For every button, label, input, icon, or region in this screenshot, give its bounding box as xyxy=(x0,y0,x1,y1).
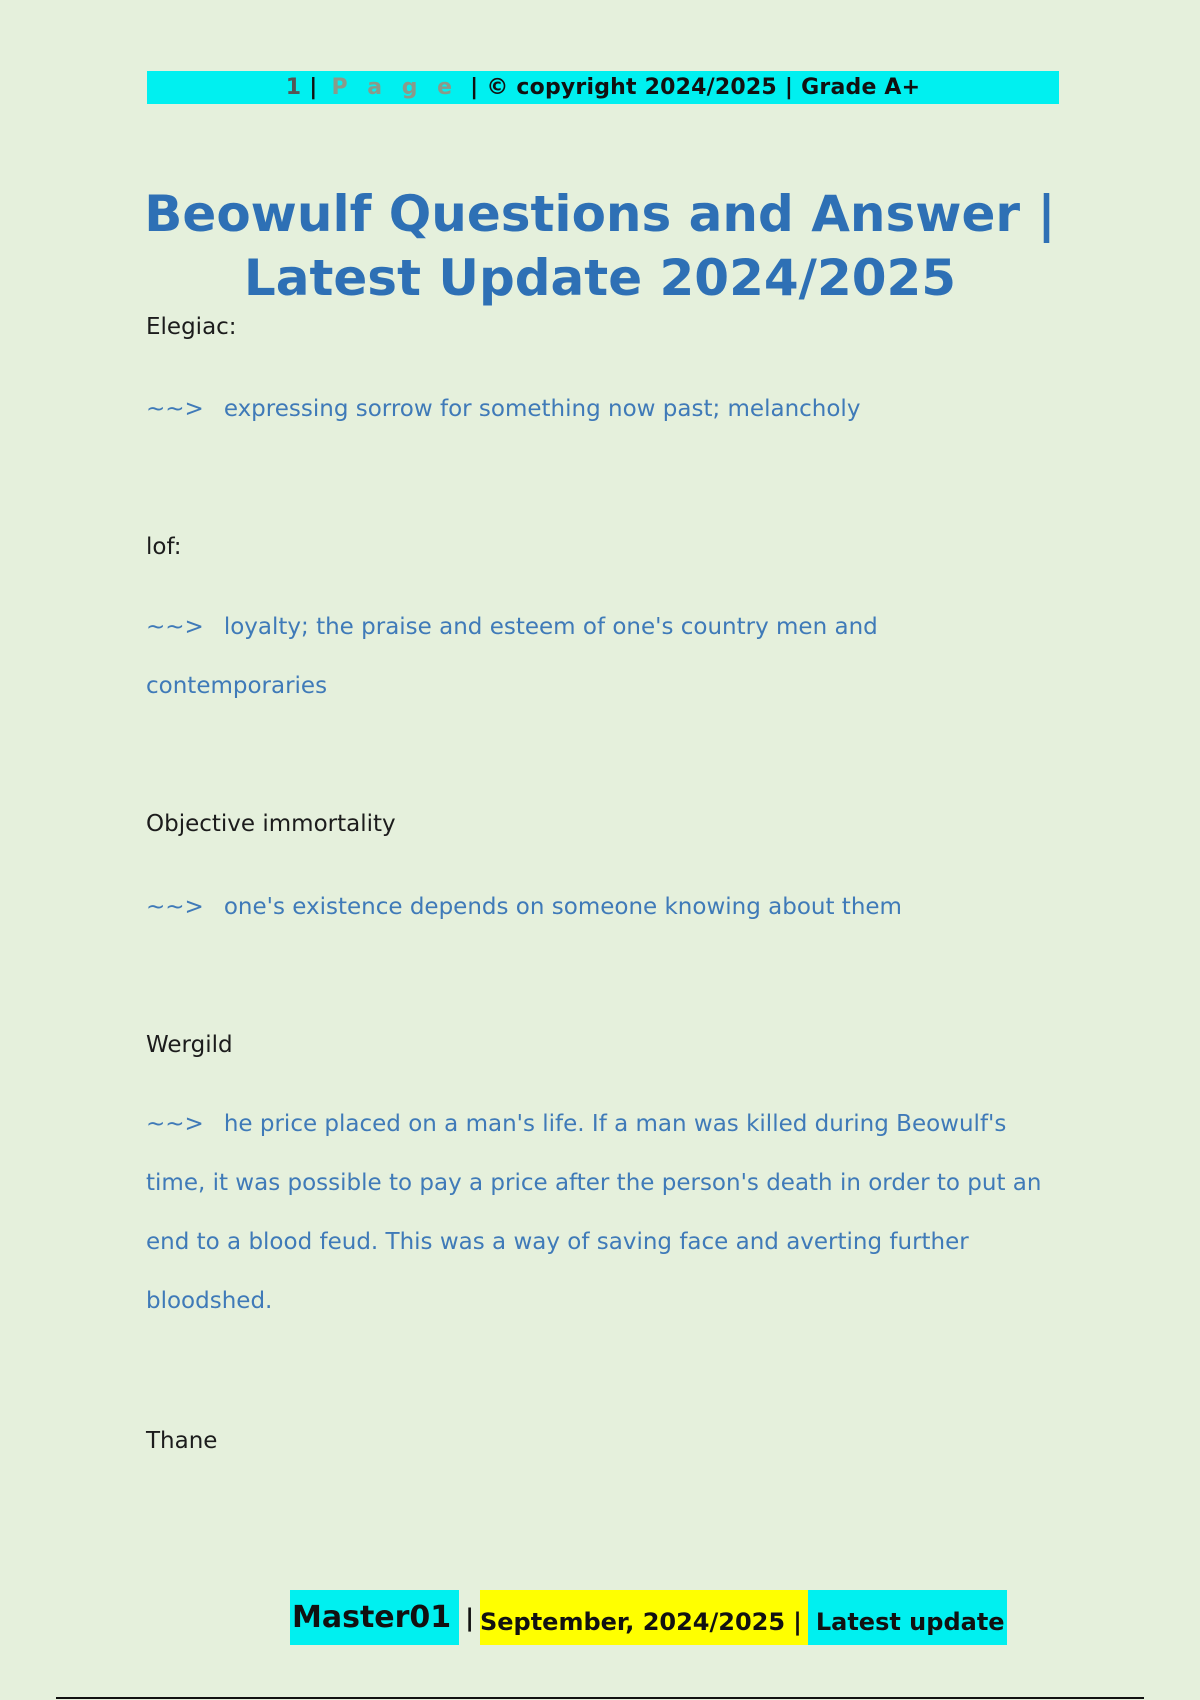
arrow-marker: ~~> xyxy=(146,894,204,920)
definition-text: expressing sorrow for something now past; melancholy xyxy=(223,396,861,422)
footer-separator: | xyxy=(793,1590,808,1645)
term-elegiac: Elegiac: xyxy=(146,314,237,340)
footer-author: Master01 xyxy=(290,1590,459,1645)
definition-objective-immortality xyxy=(146,878,1076,937)
footer-update-label: Latest update xyxy=(808,1590,1007,1645)
footer-separator: | xyxy=(459,1590,480,1645)
footer-date: September, 2024/2025 xyxy=(480,1590,793,1645)
arrow-marker: ~~> xyxy=(146,396,204,422)
term-wergild: Wergild xyxy=(146,1032,233,1058)
page-header-bar xyxy=(147,71,1059,104)
copyright-text: © copyright 2024/2025 xyxy=(486,75,777,100)
header-separator: | xyxy=(309,75,318,100)
header-separator: | xyxy=(470,75,479,100)
document-title xyxy=(100,182,1100,310)
term-thane: Thane xyxy=(146,1428,218,1454)
page-word: P a g e xyxy=(331,75,459,100)
title-line-1: Beowulf Questions and Answer | xyxy=(144,185,1056,243)
definition-text: loyalty; the praise and esteem of one's country men and contemporaries xyxy=(146,614,878,699)
arrow-marker: ~~> xyxy=(146,614,204,640)
header-separator: | xyxy=(784,75,794,100)
term-lof: lof: xyxy=(146,534,182,560)
definition-text: one's existence depends on someone knowing about them xyxy=(223,894,902,920)
definition-elegiac xyxy=(146,380,1076,439)
term-objective-immortality: Objective immortality xyxy=(146,811,396,837)
page-number: 1 xyxy=(285,75,302,100)
grade-text: Grade A+ xyxy=(801,75,921,100)
title-line-2: Latest Update 2024/2025 xyxy=(243,249,957,307)
definition-lof xyxy=(146,598,906,716)
arrow-marker: ~~> xyxy=(146,1111,204,1137)
definition-text: he price placed on a man's life. If a man was killed during Beowulf's time, it was possible to pay a price after the person's death in order to put an end to a blood feud. This was a way of saving face and averting further bloodshed. xyxy=(146,1111,1042,1314)
bottom-divider xyxy=(56,1697,1144,1699)
page-footer xyxy=(290,1590,1007,1645)
definition-wergild xyxy=(146,1095,1066,1331)
